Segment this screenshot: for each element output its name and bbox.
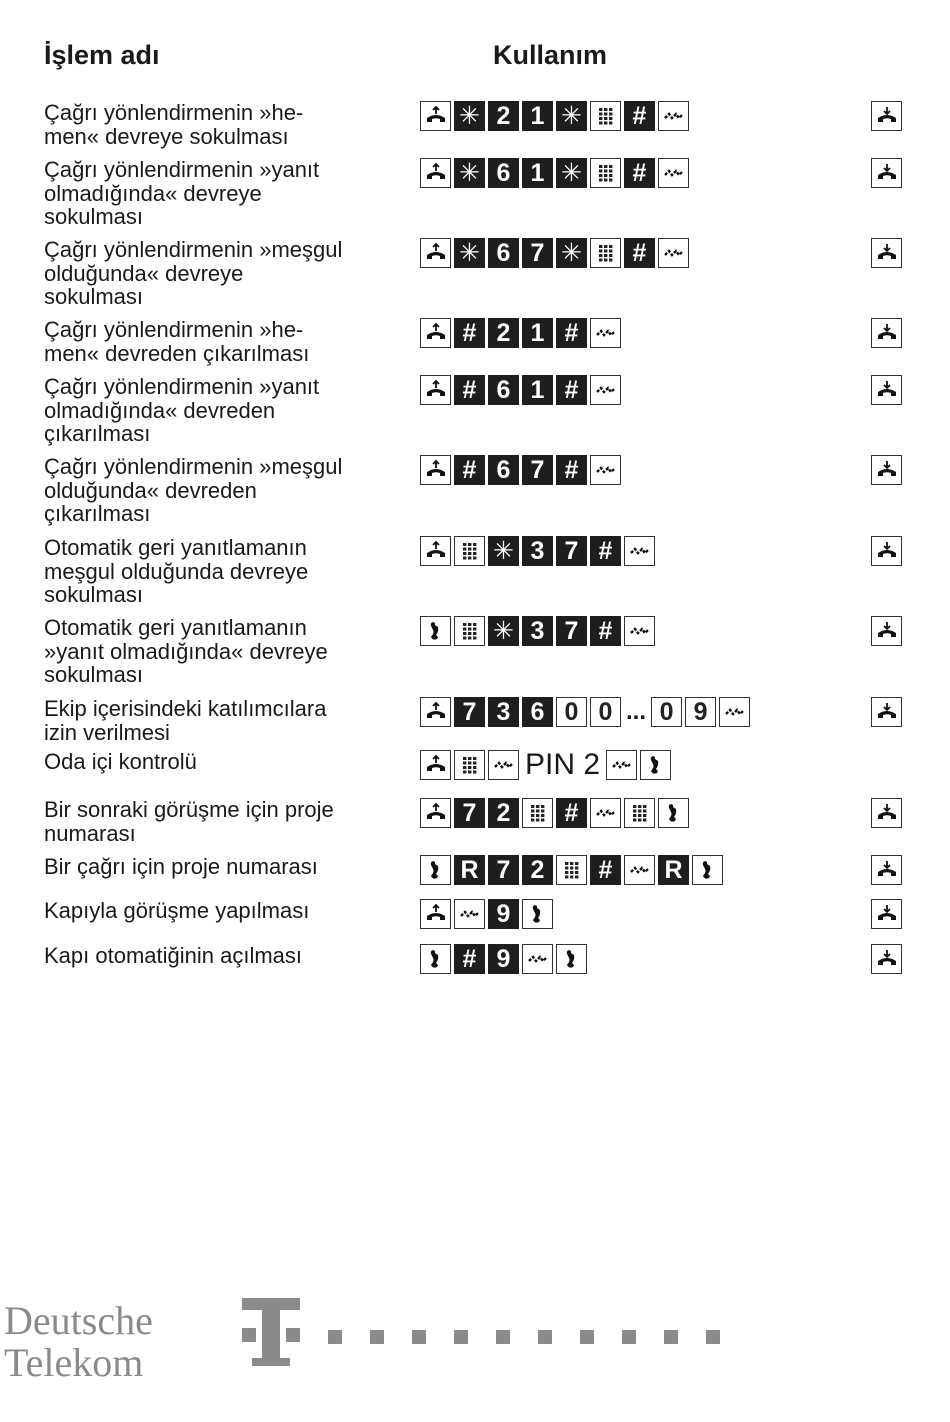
hang-up-icon bbox=[871, 899, 902, 929]
key-label: 0 bbox=[564, 697, 579, 726]
key-label: ✳ bbox=[493, 616, 514, 645]
keypad-icon bbox=[454, 616, 485, 646]
key-star bbox=[556, 238, 587, 268]
key-1 bbox=[522, 318, 553, 348]
key-star bbox=[454, 101, 485, 131]
key-label: # bbox=[598, 536, 613, 565]
pin-label: PIN 2 bbox=[525, 748, 601, 781]
hang-up-icon bbox=[871, 944, 902, 974]
key-label: # bbox=[462, 455, 477, 484]
key-label: R bbox=[664, 855, 683, 884]
key-6 bbox=[488, 455, 519, 485]
key-hash bbox=[556, 798, 587, 828]
handset-icon bbox=[556, 944, 587, 974]
key-label: ✳ bbox=[459, 158, 480, 187]
key-label: # bbox=[564, 798, 579, 827]
key-hash bbox=[624, 158, 655, 188]
key-hash bbox=[590, 536, 621, 566]
procedure-name: Çağrı yönlendirmenin »yanıt olmadığında« devreden çıkarılması bbox=[44, 374, 320, 446]
hang-up-icon bbox=[871, 238, 902, 268]
dial-tone-icon bbox=[658, 238, 689, 268]
key-label: ✳ bbox=[561, 238, 582, 267]
dial-tone-icon bbox=[606, 750, 637, 780]
hang-up-icon bbox=[871, 616, 902, 646]
key-1 bbox=[522, 158, 553, 188]
lift-handset-icon bbox=[420, 750, 451, 780]
key-label: 0 bbox=[659, 697, 674, 726]
key-star bbox=[488, 536, 519, 566]
hang-up-icon bbox=[871, 855, 902, 885]
key-label: 6 bbox=[496, 238, 511, 267]
key-label: 6 bbox=[496, 455, 511, 484]
key-label: 1 bbox=[530, 101, 545, 130]
key-7 bbox=[454, 697, 485, 727]
lift-handset-icon bbox=[420, 101, 451, 131]
hang-up-icon bbox=[871, 697, 902, 727]
key-r bbox=[658, 855, 689, 885]
key-2 bbox=[488, 318, 519, 348]
procedure-name: Oda içi kontrolü bbox=[44, 749, 197, 774]
hang-up-icon bbox=[871, 798, 902, 828]
key-label: # bbox=[462, 318, 477, 347]
range-ellipsis: ... bbox=[626, 698, 647, 725]
key-7 bbox=[556, 536, 587, 566]
key-sequence bbox=[420, 798, 689, 828]
key-star bbox=[454, 238, 485, 268]
lift-handset-icon bbox=[420, 238, 451, 268]
lift-handset-icon bbox=[420, 455, 451, 485]
dial-tone-icon bbox=[590, 318, 621, 348]
dial-tone-icon bbox=[624, 536, 655, 566]
deutsche-telekom-logo-text bbox=[4, 1300, 153, 1384]
key-7 bbox=[488, 855, 519, 885]
key-7 bbox=[454, 798, 485, 828]
keypad-icon bbox=[624, 798, 655, 828]
key-label: 9 bbox=[496, 899, 511, 928]
key-7 bbox=[556, 616, 587, 646]
key-label: # bbox=[564, 455, 579, 484]
lift-handset-icon bbox=[420, 318, 451, 348]
key-label: 9 bbox=[496, 944, 511, 973]
key-label: 6 bbox=[530, 697, 545, 726]
key-label: 0 bbox=[598, 697, 613, 726]
key-star bbox=[454, 158, 485, 188]
key-sequence bbox=[420, 318, 621, 348]
key-9 bbox=[488, 899, 519, 929]
hang-up-icon bbox=[871, 158, 902, 188]
procedure-name: Kapı otomatiğinin açılması bbox=[44, 943, 303, 968]
hang-up-icon bbox=[871, 318, 902, 348]
key-3 bbox=[522, 616, 553, 646]
key-hash bbox=[624, 101, 655, 131]
procedure-name: Çağrı yönlendirmenin »yanıt olmadığında« devreye sokulması bbox=[44, 157, 320, 229]
key-label: ✳ bbox=[561, 101, 582, 130]
key-label: 2 bbox=[496, 101, 511, 130]
lift-handset-icon bbox=[420, 798, 451, 828]
key-1 bbox=[522, 101, 553, 131]
key-sequence bbox=[420, 536, 655, 566]
key-7 bbox=[522, 238, 553, 268]
key-hash bbox=[590, 616, 621, 646]
key-label: ✳ bbox=[459, 101, 480, 130]
key-label: 9 bbox=[693, 697, 708, 726]
telekom-t-logo-icon bbox=[240, 1298, 730, 1370]
key-label: # bbox=[632, 158, 647, 187]
key-3 bbox=[488, 697, 519, 727]
key-1 bbox=[522, 375, 553, 405]
key-6 bbox=[488, 238, 519, 268]
key-hash bbox=[454, 455, 485, 485]
key-0 bbox=[556, 697, 587, 727]
keypad-icon bbox=[590, 158, 621, 188]
key-hash bbox=[624, 238, 655, 268]
procedure-name: Otomatik geri yanıtlamanın »yanıt olmadığında« devreye sokulması bbox=[44, 615, 328, 687]
key-hash bbox=[556, 375, 587, 405]
key-0 bbox=[590, 697, 621, 727]
key-label: # bbox=[462, 944, 477, 973]
key-sequence bbox=[420, 238, 689, 268]
procedure-name: Otomatik geri yanıtlamanın meşgul olduğunda devreye sokulması bbox=[44, 535, 309, 607]
key-label: # bbox=[564, 375, 579, 404]
keypad-icon bbox=[454, 750, 485, 780]
key-9 bbox=[685, 697, 716, 727]
key-label: ✳ bbox=[459, 238, 480, 267]
key-label: # bbox=[598, 855, 613, 884]
dial-tone-icon bbox=[624, 616, 655, 646]
key-label: # bbox=[632, 101, 647, 130]
key-label: 3 bbox=[496, 697, 511, 726]
lift-handset-icon bbox=[420, 697, 451, 727]
handset-icon bbox=[420, 616, 451, 646]
lift-handset-icon bbox=[420, 899, 451, 929]
keypad-icon bbox=[590, 238, 621, 268]
handset-icon bbox=[420, 855, 451, 885]
key-sequence bbox=[420, 944, 587, 974]
key-label: ✳ bbox=[561, 158, 582, 187]
column-header-usage: Kullanım bbox=[493, 40, 608, 70]
logo-line-1: Deutsche bbox=[4, 1298, 153, 1343]
handset-icon bbox=[658, 798, 689, 828]
lift-handset-icon bbox=[420, 158, 451, 188]
key-hash bbox=[590, 855, 621, 885]
key-sequence bbox=[420, 899, 553, 929]
dial-tone-icon bbox=[590, 798, 621, 828]
key-star bbox=[556, 101, 587, 131]
dial-tone-icon bbox=[719, 697, 750, 727]
key-r bbox=[454, 855, 485, 885]
key-2 bbox=[488, 101, 519, 131]
key-label: 1 bbox=[530, 158, 545, 187]
key-label: 3 bbox=[530, 616, 545, 645]
key-label: # bbox=[564, 318, 579, 347]
key-label: 2 bbox=[496, 798, 511, 827]
procedure-name: Ekip içerisindeki katılımcılara izin verilmesi bbox=[44, 696, 327, 745]
key-2 bbox=[488, 798, 519, 828]
hang-up-icon bbox=[871, 101, 902, 131]
procedure-name: Çağrı yönlendirmenin »he- men« devreden çıkarılması bbox=[44, 317, 310, 366]
key-label: 1 bbox=[530, 375, 545, 404]
dial-tone-icon bbox=[522, 944, 553, 974]
keypad-icon bbox=[556, 855, 587, 885]
key-sequence bbox=[420, 750, 671, 780]
key-label: 7 bbox=[530, 238, 545, 267]
key-label: 2 bbox=[530, 855, 545, 884]
key-6 bbox=[488, 158, 519, 188]
key-label: 7 bbox=[462, 697, 477, 726]
hang-up-icon bbox=[871, 375, 902, 405]
keypad-icon bbox=[590, 101, 621, 131]
key-hash bbox=[454, 375, 485, 405]
dial-tone-icon bbox=[658, 101, 689, 131]
lift-handset-icon bbox=[420, 375, 451, 405]
key-label: 2 bbox=[496, 318, 511, 347]
key-label: 7 bbox=[564, 616, 579, 645]
procedure-name: Bir çağrı için proje numarası bbox=[44, 854, 318, 879]
key-label: 7 bbox=[564, 536, 579, 565]
procedure-name: Çağrı yönlendirmenin »he- men« devreye sokulması bbox=[44, 100, 304, 149]
key-7 bbox=[522, 455, 553, 485]
handset-icon bbox=[692, 855, 723, 885]
key-hash bbox=[556, 455, 587, 485]
dial-tone-icon bbox=[488, 750, 519, 780]
handset-icon bbox=[420, 944, 451, 974]
lift-handset-icon bbox=[420, 536, 451, 566]
dial-tone-icon bbox=[590, 375, 621, 405]
key-label: 3 bbox=[530, 536, 545, 565]
key-label: ✳ bbox=[493, 536, 514, 565]
key-6 bbox=[522, 697, 553, 727]
hang-up-icon bbox=[871, 455, 902, 485]
key-sequence bbox=[420, 697, 750, 727]
dial-tone-icon bbox=[454, 899, 485, 929]
key-sequence bbox=[420, 158, 689, 188]
logo-line-2: Telekom bbox=[4, 1340, 144, 1385]
hang-up-icon bbox=[871, 536, 902, 566]
key-label: 7 bbox=[530, 455, 545, 484]
procedure-name: Bir sonraki görüşme için proje numarası bbox=[44, 797, 334, 846]
key-label: 7 bbox=[496, 855, 511, 884]
keypad-icon bbox=[454, 536, 485, 566]
key-star bbox=[488, 616, 519, 646]
handset-icon bbox=[640, 750, 671, 780]
column-header-name: İşlem adı bbox=[44, 40, 160, 70]
key-2 bbox=[522, 855, 553, 885]
key-hash bbox=[454, 944, 485, 974]
handset-icon bbox=[522, 899, 553, 929]
key-star bbox=[556, 158, 587, 188]
key-label: 1 bbox=[530, 318, 545, 347]
key-sequence bbox=[420, 455, 621, 485]
key-hash bbox=[556, 318, 587, 348]
key-6 bbox=[488, 375, 519, 405]
key-label: R bbox=[460, 855, 479, 884]
key-label: 6 bbox=[496, 375, 511, 404]
procedure-name: Çağrı yönlendirmenin »meşgul olduğunda« devreye sokulması bbox=[44, 237, 343, 309]
key-0 bbox=[651, 697, 682, 727]
procedure-name: Çağrı yönlendirmenin »meşgul olduğunda« devreden çıkarılması bbox=[44, 454, 343, 526]
key-sequence bbox=[420, 855, 723, 885]
dial-tone-icon bbox=[624, 855, 655, 885]
key-label: # bbox=[462, 375, 477, 404]
key-sequence bbox=[420, 101, 689, 131]
key-label: # bbox=[598, 616, 613, 645]
key-hash bbox=[454, 318, 485, 348]
keypad-icon bbox=[522, 798, 553, 828]
key-label: # bbox=[632, 238, 647, 267]
dial-tone-icon bbox=[590, 455, 621, 485]
procedure-name: Kapıyla görüşme yapılması bbox=[44, 898, 310, 923]
key-sequence bbox=[420, 375, 621, 405]
key-label: 6 bbox=[496, 158, 511, 187]
key-9 bbox=[488, 944, 519, 974]
key-sequence bbox=[420, 616, 655, 646]
key-label: 7 bbox=[462, 798, 477, 827]
key-3 bbox=[522, 536, 553, 566]
dial-tone-icon bbox=[658, 158, 689, 188]
